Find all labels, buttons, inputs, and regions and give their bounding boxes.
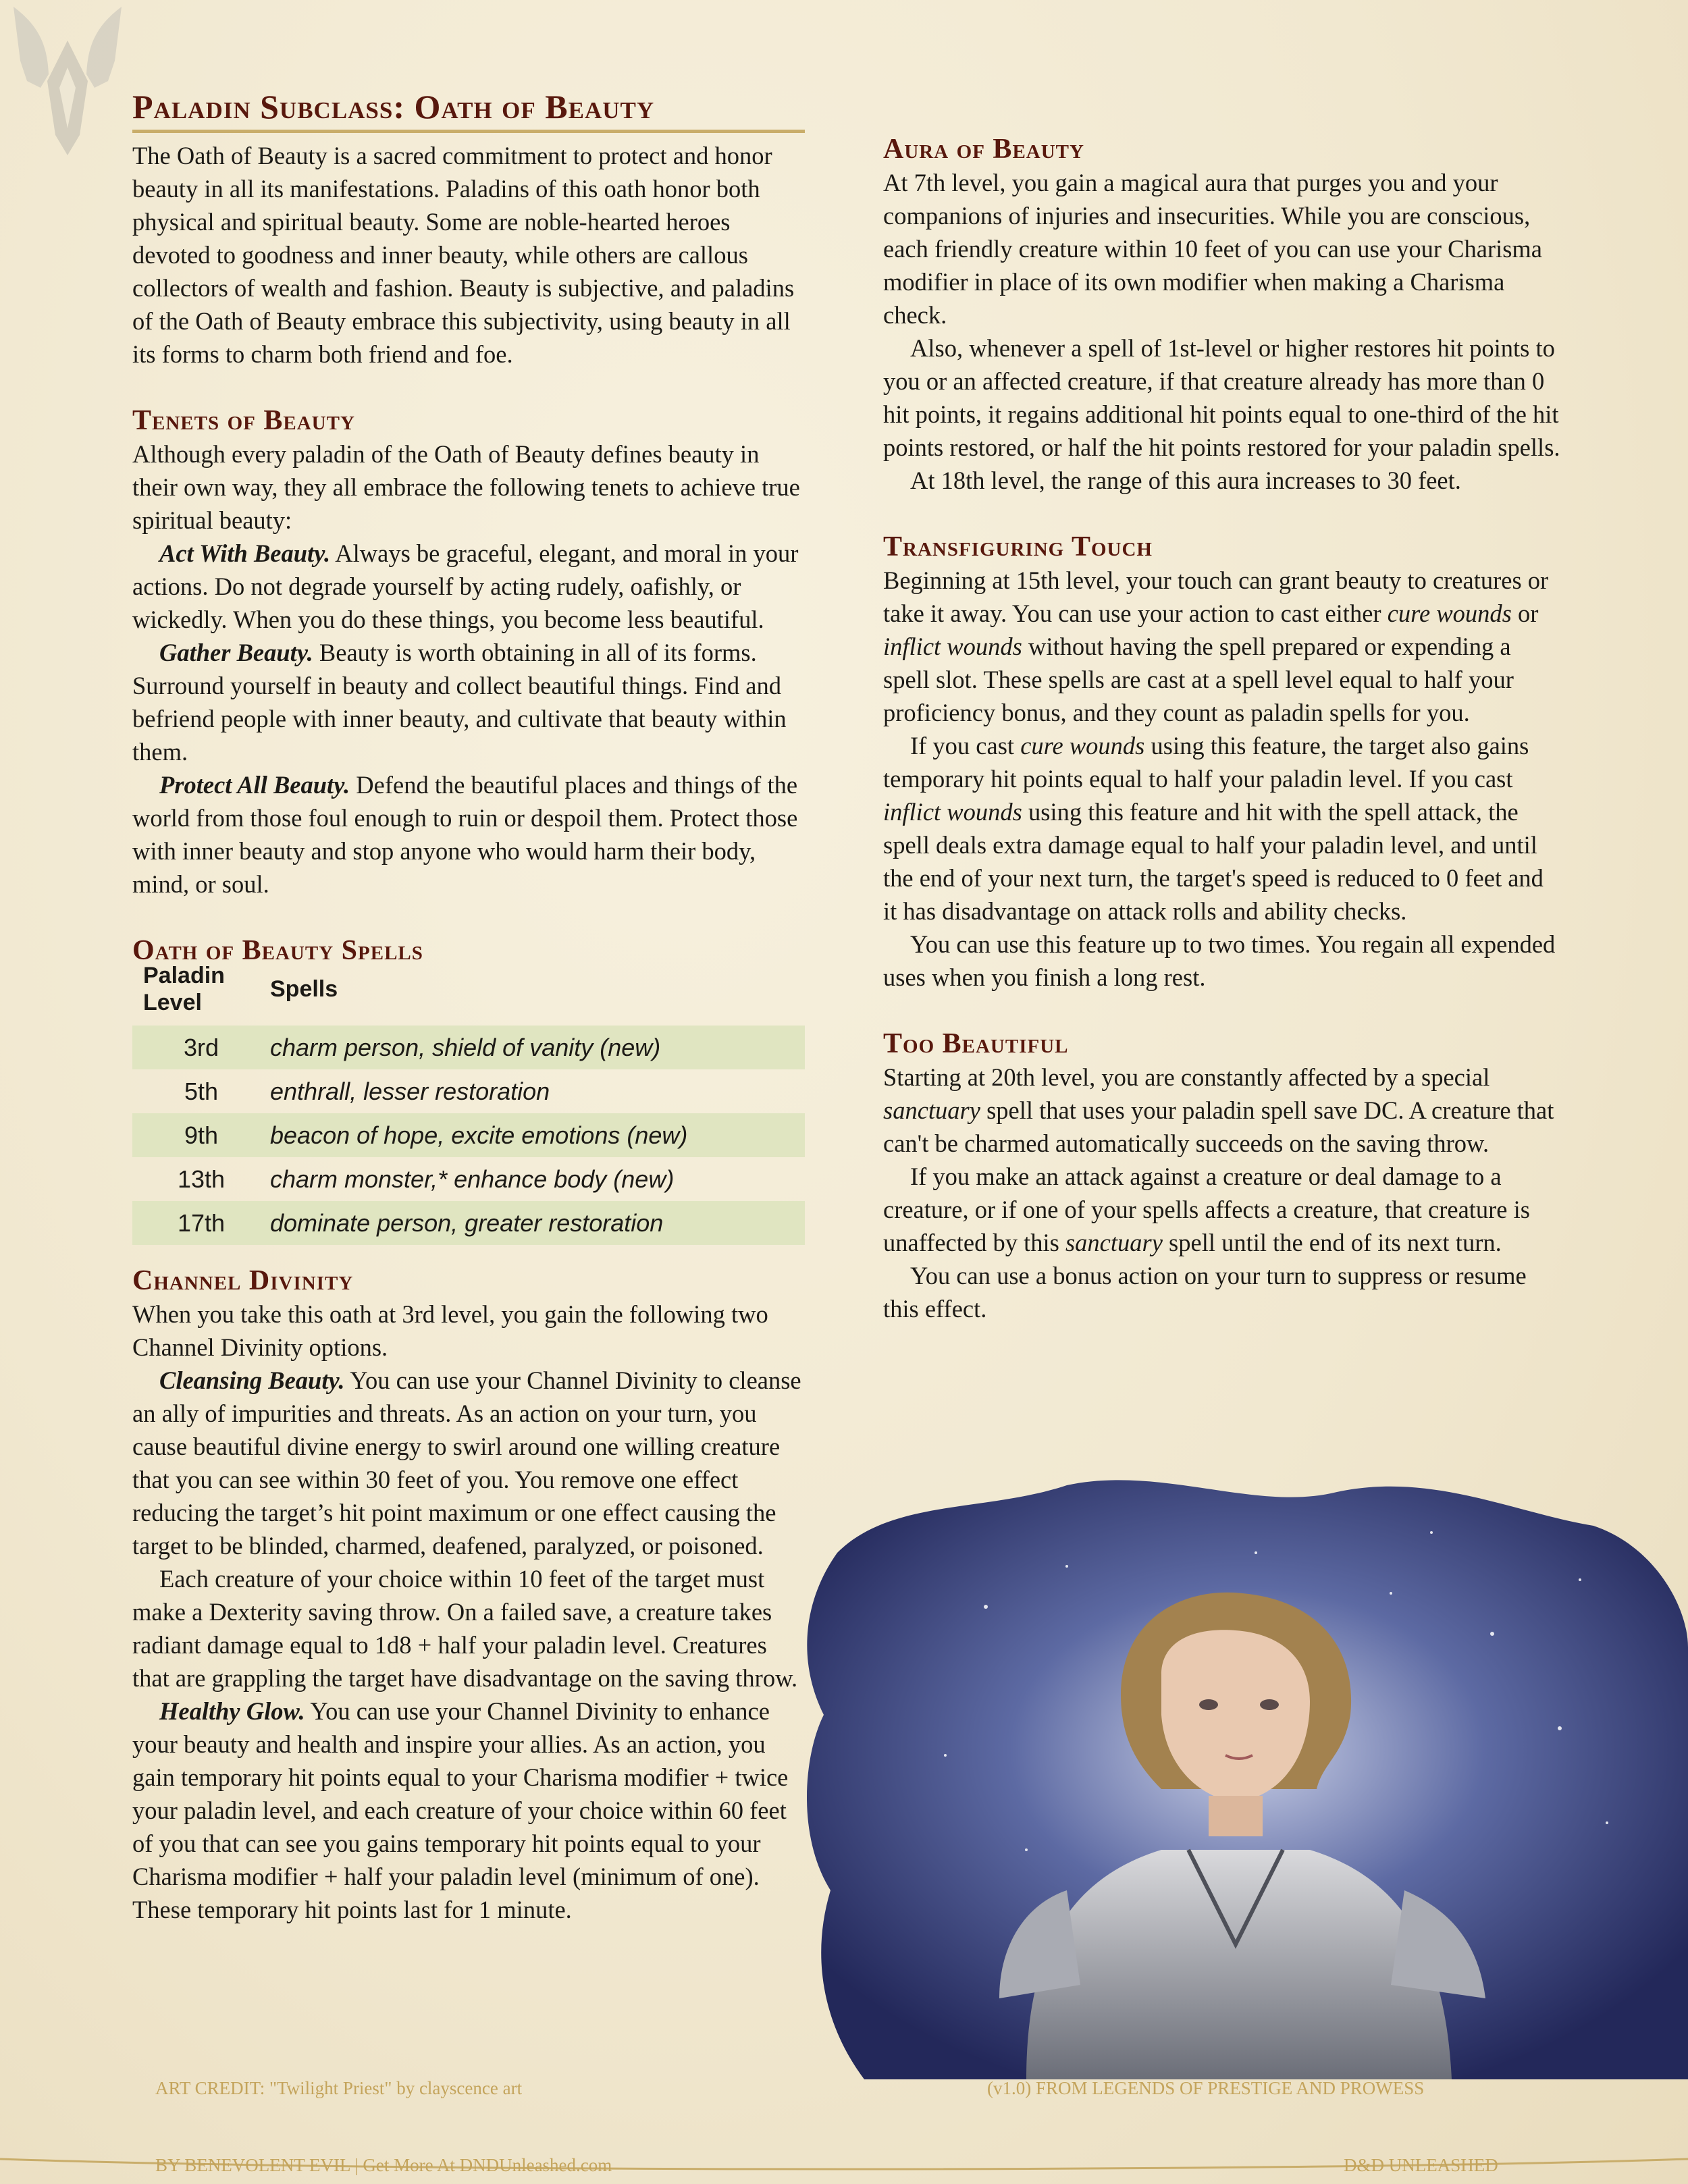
tenets-heading: Tenets of Beauty <box>132 405 355 436</box>
cleansing-text: You can use your Channel Divinity to cleanse an ally of impurities and threats. As an action on your turn, you cause beautiful divine energy to swirl around one willing creature that you can see within 30 feet of you. You remove one effect reducing the target’s hit point maximum or one effect causing the target to be blinded, charmed, deafened, paralyzed, or poisoned. <box>132 1366 801 1560</box>
spell-name: inflict wounds <box>883 633 1022 660</box>
right-column <box>883 132 1562 1325</box>
table-row <box>132 1026 805 1069</box>
text-span: Beginning at 15th level, your touch can grant beauty to creatures or take it away. You can use your action to cast either <box>883 566 1549 627</box>
aura-p3: At 18th level, the range of this aura increases to 30 feet. <box>910 467 1461 494</box>
touch-p2 <box>883 729 1562 928</box>
spell-name: sanctuary <box>883 1096 980 1124</box>
tenet-item <box>132 537 808 636</box>
footer-right: D&D UNLEASHED <box>1344 2155 1498 2175</box>
beautiful-p1 <box>883 1061 1562 1160</box>
spell-name: sanctuary <box>1065 1229 1163 1256</box>
spell-level: 13th <box>177 1165 226 1193</box>
table-row <box>132 1201 805 1245</box>
cleansing-beauty <box>132 1364 808 1562</box>
text-span: using this feature and hit with the spell attack, the spell deals extra damage equal to half your paladin level, and until the end of your next turn, the target's speed is reduced to 0 feet and it has disadvantage on attack rolls and ability checks. <box>883 798 1544 925</box>
healthy-name: Healthy Glow. <box>159 1697 305 1725</box>
footer-version: (v1.0) FROM LEGENDS OF PRESTIGE AND PROWESS <box>987 2078 1425 2098</box>
left-column <box>132 139 808 1926</box>
text-span: using this feature, the target also gains temporary hit points equal to half your paladin level. If you cast <box>883 732 1529 793</box>
page-title: Paladin Subclass: Oath of Beauty <box>132 86 805 133</box>
spell-name: cure wounds <box>1387 600 1512 627</box>
spell-list: charm person, shield of vanity (new) <box>270 1026 805 1069</box>
tenet-item <box>132 768 808 901</box>
spell-level: 5th <box>184 1077 219 1105</box>
paladin-artwork <box>783 1472 1688 2079</box>
cleansing-name: Cleansing Beauty. <box>159 1366 345 1394</box>
tenet-name: Act With Beauty. <box>159 539 331 567</box>
tenets-intro: Although every paladin of the Oath of Beauty defines beauty in their own way, they all embrace the following tenets to achieve true spiritual beauty: <box>132 440 800 534</box>
tenet-name: Protect All Beauty. <box>159 771 350 799</box>
beautiful-p3: You can use a bonus action on your turn to suppress or resume this effect. <box>883 1262 1527 1323</box>
aura-p1: At 7th level, you gain a magical aura that purges you and your companions of injuries and insecurities. While you are conscious, each friendly creature within 10 feet of you can use your Charisma modifier in place of its own modifier when making a Charisma check. <box>883 169 1543 329</box>
beautiful-p2 <box>883 1160 1562 1259</box>
text-span: If you make an attack against a creature or deal damage to a creature, or if one of your spells affects a creature, that creature is unaffected by this <box>883 1163 1530 1256</box>
tenet-text: Beauty is worth obtaining in all of its forms. Surround yourself in beauty and collect beautiful things. Find and befriend people with inner beauty, and cultivate that beauty within them. <box>132 639 787 766</box>
tenet-text: Defend the beautiful places and things of the world from those foul enough to ruin or despoil them. Protect those with inner beauty and stop anyone who would harm their body, mind, or soul. <box>132 771 798 898</box>
healthy-glow <box>132 1695 808 1926</box>
emblem-logo <box>0 0 135 162</box>
art-credit: ART CREDIT: "Twilight Priest" by clayscence art <box>155 2078 523 2098</box>
channel-intro: When you take this oath at 3rd level, you gain the following two Channel Divinity options. <box>132 1300 768 1361</box>
intro-paragraph: The Oath of Beauty is a sacred commitment to protect and honor beauty in all its manifestations. Paladins of this oath honor both physical and spiritual beauty. Some are noble-hearted heroes devoted to goodness and inner beauty, while others are callous collectors of wealth and fashion. Beauty is subjective, and paladins of the Oath of Beauty embrace this subjectivity, using beauty in all its forms to charm both friend and foe. <box>132 142 795 368</box>
spell-list: enthrall, lesser restoration <box>270 1077 550 1105</box>
aura-heading: Aura of Beauty <box>883 134 1084 165</box>
text-span: without having the spell prepared or expending a spell slot. These spells are cast at a spell level equal to half your proficiency bonus, and they count as paladin spells for you. <box>883 633 1514 726</box>
touch-p3: You can use this feature up to two times. You regain all expended uses when you finish a long rest. <box>883 930 1556 991</box>
beautiful-heading: Too Beautiful <box>883 1028 1069 1059</box>
table-row <box>132 1157 805 1201</box>
spells-heading: Oath of Beauty Spells <box>132 935 423 966</box>
spell-name: cure wounds <box>1020 732 1145 760</box>
spells-table <box>132 962 805 1245</box>
channel-heading: Channel Divinity <box>132 1265 354 1296</box>
text-span: or <box>1511 600 1539 627</box>
column-header-level: Paladin Level <box>143 963 225 1015</box>
spell-name: inflict wounds <box>883 798 1022 826</box>
spell-level: 3rd <box>132 1026 270 1069</box>
touch-p1 <box>883 564 1562 729</box>
spell-list: dominate person, greater restoration <box>270 1201 805 1245</box>
text-span: Starting at 20th level, you are constantly affected by a special <box>883 1063 1490 1091</box>
footer-left[interactable]: BY BENEVOLENT EVIL | Get More At DNDUnleashed.com <box>155 2155 612 2175</box>
cleansing-beauty-p2: Each creature of your choice within 10 feet of the target must make a Dexterity saving throw. On a failed save, a creature takes radiant damage equal to 1d8 + half your paladin level. Creatures that are grappling the target have disadvantage on the saving throw. <box>132 1565 798 1692</box>
tenet-item <box>132 636 808 768</box>
table-row <box>132 1069 805 1113</box>
healthy-text: You can use your Channel Divinity to enhance your beauty and health and inspire your allies. As an action, you gain temporary hit points equal to your Charisma modifier + twice your paladin level, and each creature of your choice within 60 feet of you that can see you gains temporary hit points equal to your Charisma modifier + half your paladin level (minimum of one). These temporary hit points last for 1 minute. <box>132 1697 789 1923</box>
table-row <box>132 1113 805 1157</box>
text-span: spell until the end of its next turn. <box>1162 1229 1502 1256</box>
spell-list: beacon of hope, excite emotions (new) <box>270 1113 805 1157</box>
spell-level: 17th <box>132 1201 270 1245</box>
column-header-spells: Spells <box>270 976 338 1002</box>
tenet-text: Always be graceful, elegant, and moral in your actions. Do not degrade yourself by acting rudely, oafishly, or wickedly. When you do these things, you become less beautiful. <box>132 539 799 633</box>
touch-heading: Transfiguring Touch <box>883 531 1153 562</box>
spell-list: charm monster,* enhance body (new) <box>270 1165 675 1193</box>
tenet-name: Gather Beauty. <box>159 639 313 666</box>
aura-p2: Also, whenever a spell of 1st-level or higher restores hit points to you or an affected creature, if that creature already has more than 0 hit points, it regains additional hit points equal to one-third of the hit points restored, or half the hit points restored for your paladin spells. <box>883 334 1560 461</box>
text-span: If you cast <box>910 732 1021 760</box>
text-span: spell that uses your paladin spell save DC. A creature that can't be charmed automatically succeeds on the saving throw. <box>883 1096 1554 1157</box>
spell-level: 9th <box>132 1113 270 1157</box>
